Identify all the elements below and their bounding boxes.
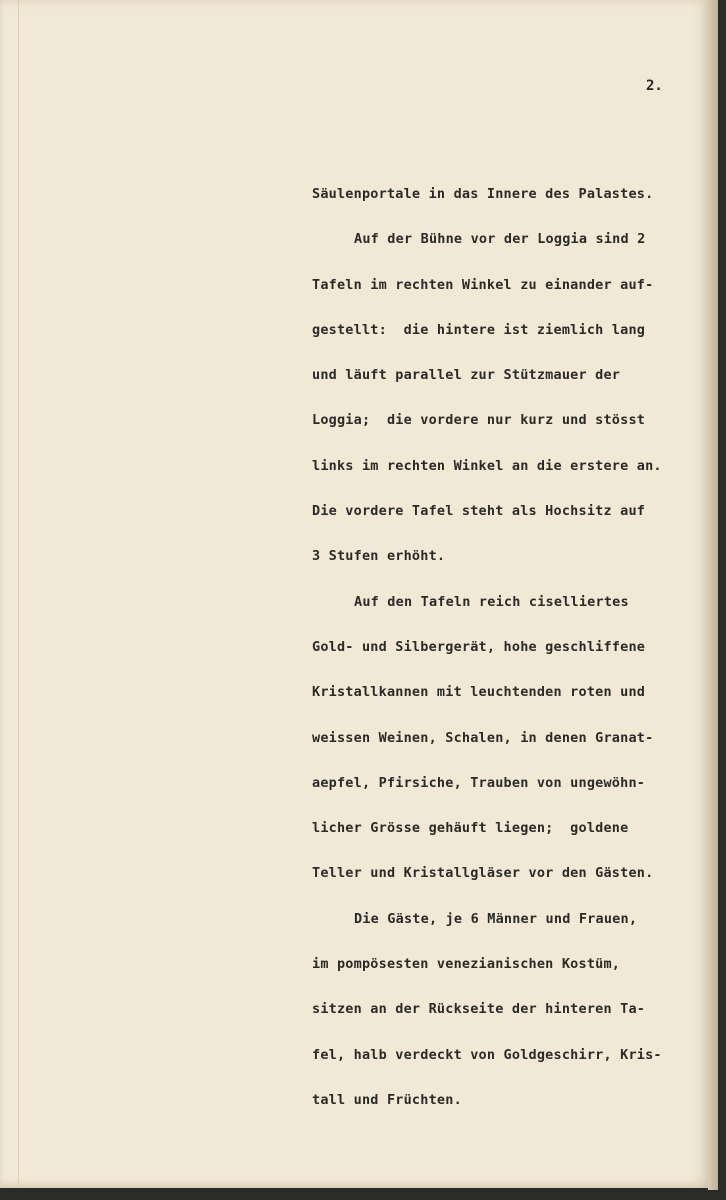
- text-line: tall und Früchten.: [312, 1091, 462, 1108]
- text-line: aepfel, Pfirsiche, Trauben von ungewöhn-: [312, 774, 646, 791]
- text-line: und läuft parallel zur Stützmauer der: [312, 367, 621, 384]
- text-line: sitzen an der Rückseite der hinteren Ta-: [312, 1001, 646, 1018]
- text-line: Säulenportale in das Innere des Palastes.: [312, 186, 654, 202]
- text-line: Auf den Tafeln reich ciselliertes: [354, 593, 629, 610]
- text-line: weissen Weinen, Schalen, in denen Granat-: [312, 729, 654, 746]
- page-number: 2.: [646, 78, 663, 94]
- text-line: licher Grösse gehäuft liegen; goldene: [312, 820, 629, 837]
- text-line: Tafeln im rechten Winkel zu einander auf-: [312, 276, 654, 293]
- text-line: Teller und Kristallgläser vor den Gästen.: [312, 865, 654, 882]
- text-line: Die vordere Tafel steht als Hochsitz auf: [312, 503, 646, 520]
- text-line: links im rechten Winkel an die erstere an.: [312, 457, 662, 474]
- text-line: Gold- und Silbergerät, hohe geschliffene: [312, 638, 646, 655]
- typewritten-text-block: [312, 183, 702, 1134]
- text-line: 3 Stufen erhöht.: [312, 548, 446, 565]
- text-line: Loggia; die vordere nur kurz und stösst: [312, 412, 646, 429]
- text-line: im pompösesten venezianischen Kostüm,: [312, 956, 621, 973]
- text-line: Auf der Bühne vor der Loggia sind 2: [354, 231, 646, 248]
- text-line: Kristallkannen mit leuchtenden roten und: [312, 684, 646, 701]
- binding-fold-line: [18, 0, 19, 1188]
- page-edge: [708, 0, 718, 1190]
- text-line: Die Gäste, je 6 Männer und Frauen,: [354, 910, 638, 927]
- text-line: fel, halb verdeckt von Goldgeschirr, Kris-: [312, 1046, 662, 1063]
- text-line: gestellt: die hintere ist ziemlich lang: [312, 321, 646, 338]
